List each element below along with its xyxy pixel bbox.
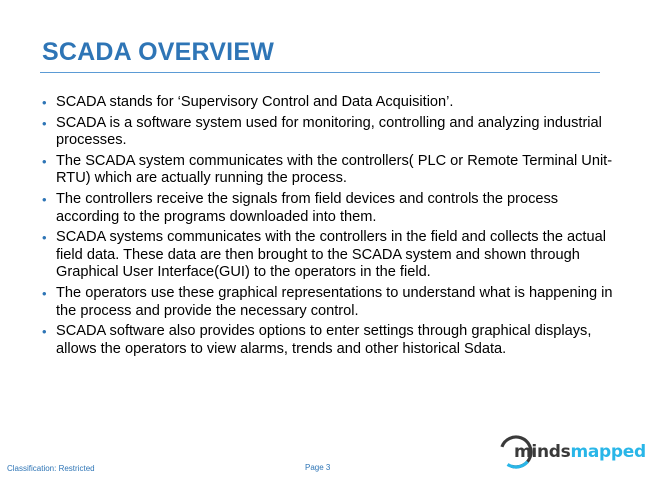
- bullet-item: [42, 191, 622, 226]
- bullet-icon: •: [42, 95, 47, 110]
- bullet-text: The operators use these graphical representations to understand what is happening in the process and provide the necessary control.: [56, 284, 613, 319]
- title-divider: [40, 72, 600, 73]
- bullet-icon: •: [42, 191, 47, 207]
- logo-wordmark: [514, 442, 646, 462]
- bullet-item: [42, 285, 622, 320]
- bullet-icon: •: [42, 230, 47, 246]
- bullet-icon: •: [42, 153, 47, 169]
- slide-title: SCADA OVERVIEW: [42, 38, 274, 66]
- bullet-icon: •: [42, 115, 47, 131]
- bullet-icon: •: [42, 324, 47, 340]
- bullet-item: [42, 229, 622, 282]
- logo-text-minds: minds: [514, 442, 571, 462]
- bullet-text: The controllers receive the signals from field devices and controls the process according to the programs downloaded into them.: [56, 190, 559, 225]
- bullet-item: [42, 94, 622, 112]
- bullet-icon: •: [42, 285, 47, 301]
- bullet-item: [42, 323, 622, 358]
- bullet-text: SCADA systems communicates with the controllers in the field and collects the actual field data. These data are then brought to the SCADA system and shown through Graphical User Interface(GUI) to the operators in the field.: [56, 229, 606, 281]
- bullet-text: The SCADA system communicates with the controllers( PLC or Remote Terminal Unit-RTU) which are actually running the process.: [56, 152, 613, 187]
- bullet-text: SCADA stands for ‘Supervisory Control and Data Acquisition’.: [56, 94, 454, 110]
- bullet-text: SCADA software also provides options to enter settings through graphical displays, allows the operators to view alarms, trends and other historical Sdata.: [56, 323, 592, 357]
- mindsmapped-logo: [496, 432, 646, 476]
- bullet-list: [42, 94, 622, 361]
- bullet-item: [42, 115, 622, 150]
- logo-text-mapped: mapped: [570, 442, 646, 462]
- page-number: Page 3: [305, 463, 331, 472]
- bullet-item: [42, 153, 622, 188]
- classification-label: Classification: Restricted: [7, 464, 95, 473]
- bullet-text: SCADA is a software system used for monitoring, controlling and analyzing industrial processes.: [56, 114, 602, 149]
